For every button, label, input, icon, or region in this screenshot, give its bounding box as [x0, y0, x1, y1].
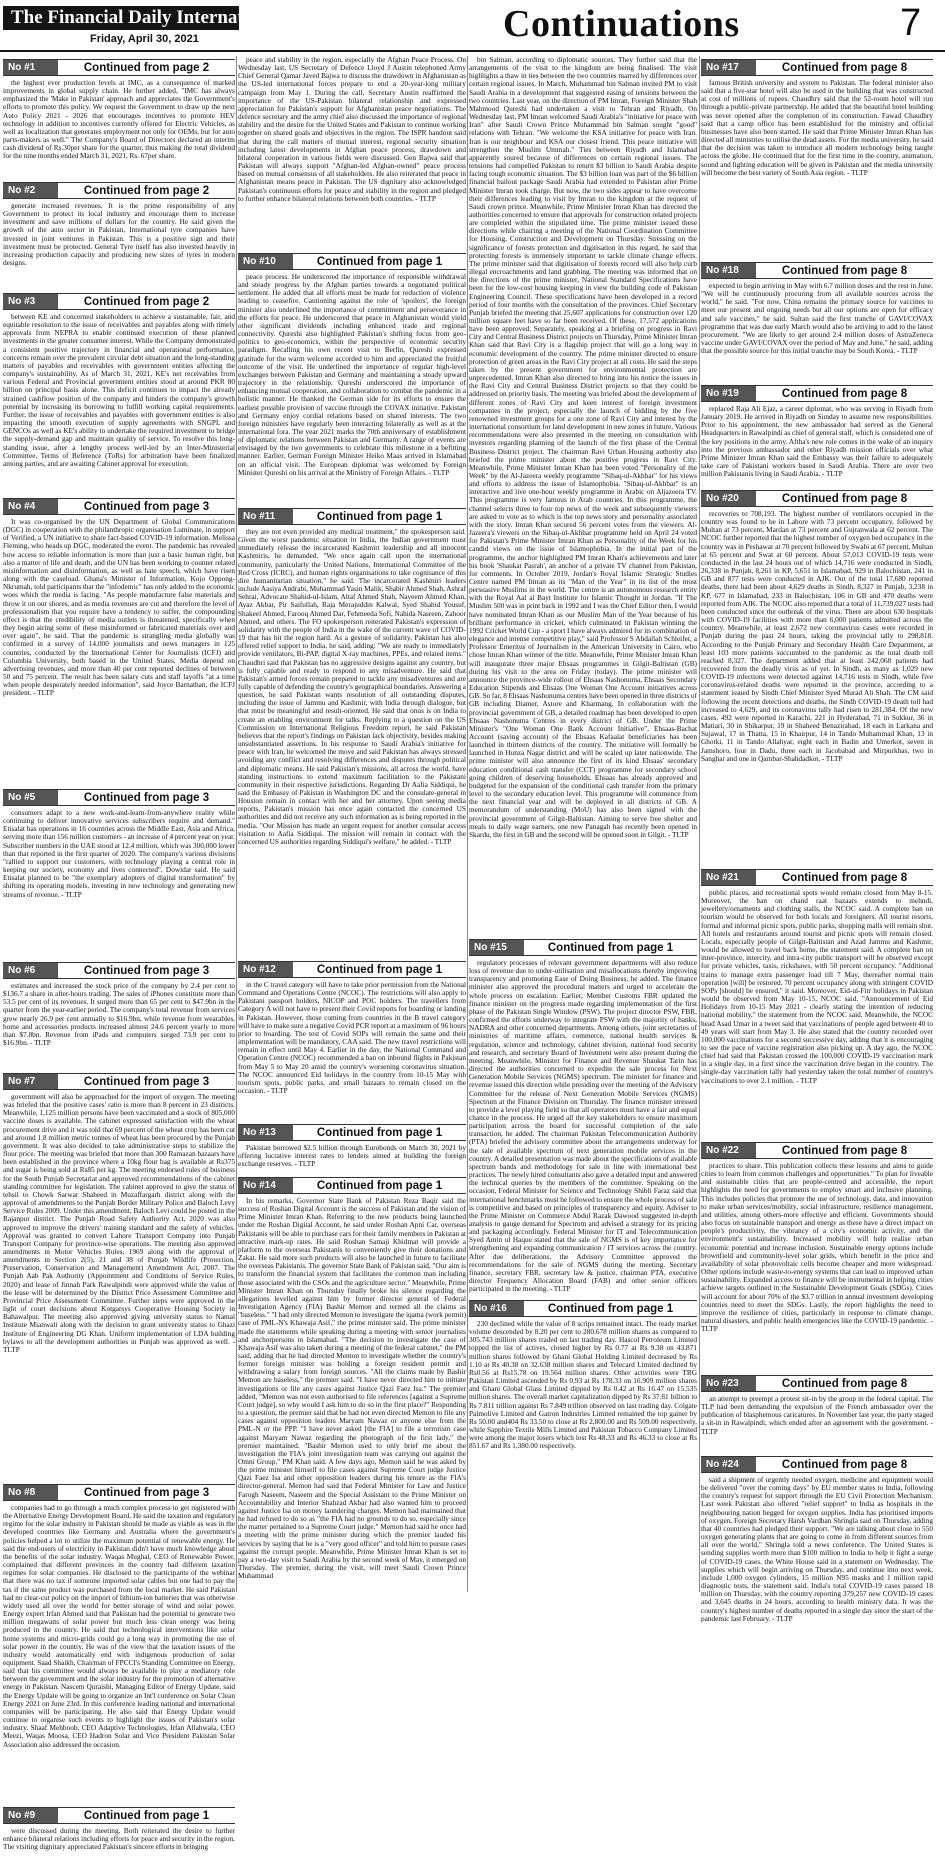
article-number: No #5: [3, 790, 58, 805]
article-body: famous British university and system to Pakistan. The federal minister also said that a five-star hotel will also be used in the building that was constructed at cost of millions of rupees. Chaudhry said that the 52-room hotel will run through a public-private partnership. He added that the beautiful hotel building was never opened after the completion of its construction. Fawad Chaudhry said that a camp office has been established for the ministry and official businesses have also been started. He said that Prime Minister Imran Khan has directed all ministries to utilise the dead assets. For the media university, he said that the decision was taken to introduce all modern technology being taught across the globe. He continued that for the first time in the country, animation, sound and lighting education will be given in Pakistan and the media university will become the best variety of South Asia region. - TLTP: [701, 78, 933, 177]
continued-from-label: Continued from page 1: [547, 1302, 674, 1315]
continued-from-label: Continued from page 3: [83, 500, 210, 513]
column-3: [469, 56, 697, 1592]
continuation-header: [3, 59, 235, 76]
continuation-header: [469, 939, 697, 956]
column-divider: [236, 56, 237, 1592]
continuation-header: [238, 508, 466, 525]
continuation-header: [3, 293, 235, 310]
continuation-header: [701, 385, 933, 402]
continued-from-label: Continued from page 2: [83, 184, 210, 197]
article-number: No #20: [701, 491, 756, 506]
article: [3, 1807, 235, 1867]
article-body: It was co-organised by the UN Department of Global Communications (DGC) in cooperation with the philanthropic organisation Luminate, in support of Verified, a UN initiative to share fact-based COVID-19 information. Melissa Fleming, who heads up DGC, moderated the event. The pandemic has revealed how access to reliable information is more than just a basic human right, but also a matter of life and death, and the UN has been working to counter related misinformation and disinformation, as well as hate speech, which have risen along with the caseload. Ghana's Minister of Information, Kojo Oppong-Nkrumah, told participants that the "infodemic" has only added to the economic woes which the media is facing. "As people manufacture false materials and throw it on our shores, and as media revenues are cut and therefore the level of professionalism that you require have a tendency to suffer, the compounding effect is that the credibility of media outlets is threatened, specifically when they begin airing some of these misinformed or fabricated materials over and over again", he said. That the pandemic is strangling media globally was confirmed in a survey of 14,000 journalists and news managers in 125 countries, conducted by the International Center for Journalists (ICFJ) and Columbia University, both based in the United States. Media depend on advertising revenues, and more than 40 per cent reported declines of between 50 and 75 percent. The result has been salary cuts and staff layoffs "at a time when people desperately needed information", said Joyce Barnathan, the ICFJ president. - TLTP: [3, 517, 235, 698]
article-body: said a shipment of urgently needed oxygen, medicine and equipment would be delivered "over the coming days" by EU member states to India, following the country's request for support through the EU Civil Protection Mechanism. Last week Pakistan also offered "relief support" to India as hospitals in the neighbouring nation begged for oxygen supplies. India has prioritised imports of oxygen, Foreign Secretary Harsh Vardhan Shringla said on Thursday, adding that 40 countries had pledged their support. "We are talking about close to 550 oxygen generating plants that are going to come in from different sources from all over the world," Shringla told a news conference. The United States is sending supplies worth more than $100 million to India to help it fight a surge of COVID-19 cases, the White House said in a statement on Wednesday. The supplies which will begin arriving on Thursday, and continue into next week, include 1,000 oxygen cylinders, 15 million N95 masks and 1 million rapid diagnostic tests, the statement said. India's total COVID-19 cases passed 18 million on Thursday, with the country reporting 379,257 new COVID-19 cases and 3,645 deaths in 24 hours, according to health ministry data. It was the country's highest number of deaths reported in a single day since the start of the pandemic last February. - TLTP: [701, 1475, 933, 1623]
continued-from-label: Continued from page 8: [781, 264, 908, 277]
masthead: [0, 0, 945, 54]
article-body: were discussed during the meeting. Both reiterated the desire to further enhance bilateral relations including efforts for peace and security in the region. The visiting dignitary appreciated Pakistan's sincere efforts in bringing: [3, 1826, 235, 1852]
article: [3, 962, 235, 1070]
column-4: [701, 56, 933, 1623]
article: [469, 56, 697, 936]
continuation-header: [701, 262, 933, 279]
continuation-header: [3, 789, 235, 806]
column-divider: [699, 56, 700, 1592]
article-number: No #17: [701, 60, 756, 75]
continued-from-label: Continued from page 8: [781, 492, 908, 505]
issue-date: Friday, April 30, 2021: [90, 33, 199, 45]
continuation-header: [701, 1456, 933, 1473]
continued-from-label: Continued from page 1: [316, 1126, 443, 1139]
continuation-header: [3, 498, 235, 515]
continued-from-label: Continued from page 8: [781, 61, 908, 74]
article: [701, 262, 933, 382]
article-number: No #9: [3, 1808, 58, 1823]
article-body: Pakistan borrowed $2.5 billion through Eurobonds on March 30, 2021 by offering lucrative interest rates to lenders aimed at building the foreign exchange reserves. - TLTP: [238, 1143, 466, 1169]
continued-from-label: Continued from page 8: [781, 1458, 908, 1471]
article: [238, 1177, 466, 1617]
article-body: peace and stability in the region, especially the Afghan Peace Process. On Wednesday last, US Secretary of Defence Lloyd J Austin telephoned Army Chief General Qamar Javed Bajwa to discuss the drawdown in Afghanistan as the US-led international forces prepare to end a 20-year-long military campaign from May 1. During the call, Secretary Austin reaffirmed the importance of the US-Pakistan bilateral relationship and expressed appreciation for Pakistan's support for Afghanistan peace negotiations. The defence secretary and the army chief also discussed the importance of regional stability and the desire for the United States and Pakistan to continue working together on shared goals and objectives in the region. The ISPR handout said that during the call matters of mutual interest, regional security situation including latest developments in Afghan peace process, drawdown and bilateral cooperation in various fields were discussed. Gen Bajwa said that Pakistan will always support "Afghan-led Afghan-owned" peace process based on mutual consensus of all stakeholders. He also reiterated that peace in Afghanistan means peace in Pakistan. The US dignitary also acknowledged Pakistan's continuous efforts for peace and stability in the region and pledged to further enhance bilateral relations between both countries. - TLTP: [238, 55, 466, 203]
continued-from-label: Continued from page 2: [83, 61, 210, 74]
article-number: No #11: [238, 509, 293, 524]
continuation-header: [701, 490, 933, 507]
continuation-header: [701, 1375, 933, 1392]
article-body: in the C travel category will have to take prior permission from the National Command and Operations Centre (NCOC). The restrictions will also apply to Pakistani passport holders, NICOP and POC holders. The travellers from Category A will not have to present their Covid reports for boarding or landing in Pakistan. However, those coming from countries in the B travel category will have to make sure a negative Covid PCR report at a maximum of 96 hours prior to boarding. The test of Covid SOPs will remain the same and their implementation will be mandatory, CAA said. The new travel restrictions will remain in effect until May 4. Earlier in the day, the National Command and Operation Centre (NCOC) recommended a ban on inbound flights in Pakistan from May 5 to May 20 amid the country's worsening coronavirus situation. The NCOC announced Eid holidays in the country from 10-15 May with tourism spots, public parks, and small bazaars to remain closed on the occasion. - TLTP: [238, 980, 466, 1096]
article-number: No #10: [238, 254, 293, 269]
article: [238, 508, 466, 958]
article: [3, 182, 235, 290]
continued-from-label: Continued from page 3: [83, 964, 210, 977]
continuation-header: [238, 253, 466, 270]
header-rule: [0, 50, 945, 52]
continued-from-label: Continued from page 1: [547, 941, 674, 954]
article-body: public places, and recreational spots would remain closed from May 8-15. Moreover, the ban on chand raat bazaars extends to mehndi, jewellery/ornaments and clothing stalls, the NCOC said. A complete ban on tourism would be observed for both locals and foreigners. All tourist resorts, formal and informal picnic spots, public parks, shopping malls will remain shut. All hotels and restaurants around tourist and picnic spots will remain closed. Locals, especially people of Gilgit-Baltistan and Azad Jammu and Kashmir, would be allowed to travel back home, the statement said. A complete ban on inter-province, intercity, and intra-city public transport will be observed except for private vehicles, taxis, rickshaws, with 50 percent occupancy. "Additional trains to manage extra passenger load till 7 May, thereafter normal train operation [will] be restored. 70 percent occupancy along with stringent COVID SOPs [should] be ensured," it said. Moreover, Eid-ul-Fitr holidays in Pakistan would be observed from May 10-15, NCOC said. "Announcement of Eid Holidays from 10-15 May 2021 - clearly stating the intention of reducing national mobility," the statement from the NCOC said. Meanwhile, the NCOC head Asad Umar in a tweet said that vaccinations of people aged between 40 to 49 years will start from May 3. He also stated that the country recorded over 100,000 vaccinations for a second successive day, adding that it is encouraging to see the pace of vaccine registration also picking up. A day ago, the NCOC chief had said that Pakistan crossed the 100,000 COVID-19 vaccination mark in a single day, in a first since the vaccination drive began in the country. The single-day vaccination tally had yesterday taken the total number of country's vaccinations to over 2.1 million. - TLTP: [701, 888, 933, 1085]
article-body: bin Salman, according to diplomatic sources. They further said that the arrangements of the visit to the kingdom are being finalised. The visit highlights a thaw in ties between the two countries marred by differences over certain regional issues. In March, Muhammad bin Salman invited PM to visit Saudi Arabia in a development that suggested easing of tensions between the two countries. Last year, on the direction of PM Imran, Foreign Minister Shah Mahmood Qureshi had undertaken a visit to Tehran and Riyadh. On Wednesday last, PM Imran welcomed Saudi Arabia's "initiative for peace with Iran" after Saudi Crown Prince Muhammad bin Salman sought "good" relations with Tehran. "We welcome the KSA initiative for peace with Iran. Iran is our neighbour and KSA our closest friend. This peace initiative will strengthen the Muslim Ummah." Ties between Riyadh and Islamabad apparently soured because of differences on certain regional issues. The tensions had compelled Pakistan to return $3 billion to Saudi Arabia despite facing tough economic situation. The $3 billion loan was part of the $6 billion financial bailout package Saudi Arabia had extended to Pakistan after Prime Minister Imran took charge. But now, the two sides appear to have overcome their differences leading to visit by Imran to the kingdom at the request of Saudi crown prince. Meanwhile, Prime Minister Imran Khan has directed the authorities concerned to ensure that approvals for construction related projects are completed within the stipulated time. The prime minister issued these directions while chairing a meeting of the National Coordination Committee for Housing, Construction and Development on Thursday. Stressing on the significance of forests protection and digitisation in this regard, he said that protecting forests is immensely important to tackle climate change effects. The prime minister said that digitisation of forests record will also help curb illegal encroachments and land grabbing. The meeting was informed that on the directions of the prime minister, National Standard Specifications have been for the low-cost housing keeping in view the building code of Pakistan Engineering Council. These specifications have been developed in a record period of four months with the consultation of the provinces. Chief Secretary Punjab briefed the meeting that 25,607 applications for construction over 120 million square feet have so far been received. Of these, 17,572 applications have been approved. Separately, speaking at a briefing on progress in Ravi City and Central Business District projects on Thursday, Prime Minister Imran Khan said that Ravi City is a flagship project that will go a long way in economic development of the country. The prime minister directed to ensure protection of green areas in the Ravi City project at all costs. He said the steps taken by the present government for environmental protection are unprecedented. Imran Khan also directed to bring into his notice the issues in the Ravi City and Central Business District projects so that they could be addressed on priority basis. The meeting was briefed about the development of different zones of Ravi City and keen interest of foreign investment companies in the project, especially the launch of bidding by the five renowned investment groups for a one zone of Ravi City and interest by the international consortium for land development in new zones in future. Various recommendations were also presented in the meeting on consultation with investors regarding planning of the launch of the first phase of the Central Business District project. The chairman Ravi Urban Housing authority also briefed the prime minister about the positive progress in Ravi City. Meanwhile, Prime Minister Imran Khan has been voted "Personality of the Week" by the Al-Jazeera weekly programme "Sibaq-ul-Akhbar" for his views and efforts to address the issue of Islamophobia. "Sibaq-ul-Akhbar" is an interactive and live one-hour weekly programme in Arabic on Aljazeera TV. This programme is very famous in Arab countries. In this programme, the channel selects three to four top news of the week and subsequently viewers are asked to vote as to which is the top news story and personality associated with the story. Imran Khan secured 56 percent votes from the viewers. Al-Jazeera's viewers on the Sibaq-ul-Akhbar programme held on April 24 voted for Pakistan's Prime Minister Imran Khan as Personality of the Week for his candid views on the issue of Islamophobia. In the initial part of the programme, the anchor highlighted PM Imran Khan's achievements and later his book 'Shaukat Pasrah', an anchor of a private TV channel from Pakistan, for comments. In October 2019, Jordan's Royal Islamic Strategic Studies Centre named PM Imran as its "Man of the Year" in its list of the most persuasive Muslims in the world. The centre is an autonomous research entity with the Royal Aal al Bayt Institute for Islamic Thought in Jordan. "If The Muslim 500 was in print back in 1992 and I was the Chief Editor then, I would have nominated Imran Khan as our Muslim Man of the Year because of his brilliant performance in cricket, which culminated in Pakistan winning the 1992 Cricket World Cup - a sport I have always admired for its combination of elegance and intense competitive play," said Professor S Abdallah Schleifer, a Professor Emeritus of Journalism in the American University in Cairo, who chose Imran Khan winner of the title. Meanwhile, Prime Minister Imran Khan will inaugurate three major Ehsaas programmes in Gilgit-Baltistan (GB) during his visit to the area on Friday (today). The prime minister will announce the province-wide rollout of Ehsaas Nashonuma, Ehsaas Secondary Education Stipends and Ehsaas One Woman One Account initiatives across GB. So far, 8 Ehsaas Nashonuma centres have been opened in three districts of GB including Diamer, Astore and Kharmang. In collaboration with the provincial government of GB, a detailed roadmap has been developed to open Ehsaas Nashonuma Centres in every district of GB. Under the Prime Minister's "One Woman One Bank Account Initiative", Ehsaas-Bachat Account (saving account) of the Ehsaas Kafaalat beneficiaries has been launched in thirteen districts of the country. The initiative will formally be launched in Hunza Nagar district and will be scaled up later nationwide. The prime minister will also announce the first of its kind Ehsaas' secondary education conditional cash transfer (CCT) programme for secondary school going children of deserving households. Ehsaas has already approved and budgeted for the expansion of the conditional cash transfer from the primary level to the secondary education level. This programme will commence from the next financial year and will be deployed in all districts of GB. A memorandum of understanding (MoU) has also been signed with the provincial government of Gilgit-Baltistan. Aiming to serve free shelter and meals to daily wage earners, one new Panagah has recently been opened in Skardu, the first in GB and the second will be opened soon in Gilgit. - TLTP: [469, 55, 697, 839]
article: [3, 59, 235, 179]
article-number: No #15: [469, 940, 524, 955]
article: [238, 56, 466, 250]
continuation-header: [3, 1807, 235, 1824]
article: [469, 939, 697, 1297]
continuation-header: [3, 962, 235, 979]
article-number: No #24: [701, 1457, 756, 1472]
article-body: between KE and concerned stakeholders to achieve a sustainable, fair, and equitable resolution to the issue of receivables and payables along with timely approvals from NEPRA to enable continued execution of these planned investments in the greater consumer interest. While the Company demonstrated a consistent positive trajectory in financial and operational performance, concerns remain over the prevalent circular debt situation and the long-standing matters of payables and receivables with government entities affecting the company's sustainability. As of March 31, 2021, KE's net receivables from various Federal and Provincial government entities stood at around PKR 80 billion on principal basis alone. This deficit continues to impact the already strained cashflow position of the company and hinders the company's growth potential by increasing its borrowing to fulfill working capital requirements. Further, the issue of receivables and payables with government entities is also impacting the smooth execution of supply agreements with SNGPL and GENCOs as well as KE's ability to undertake the required investment to bridge the supply-demand gap and maintain quality of service. To resolve this long-standing issue, after a lengthy process well-led by an Inter-Ministerial Committee, Terms of Reference (ToRs) for arbitration have been finalized among parties, and are awaiting Cabinet approval for execution.: [3, 312, 235, 468]
continuation-header: [238, 961, 466, 978]
article-body: 230 declined while the value of 8 scrips remained intact. The ready market volume descended by 8.20 per cent to 280.678 million shares as compared to 305.743 million shares traded on last trading day. Hascol Petroleum Limited topped the list of actives, closed higher by Rs 0.77 at Rs 9.38 on 43.871 million shares followed by Ghani Global Holding Limited decreased by Rs 1.10 at Rs 40.38 on 32.638 million shares and Telecard Limited declined by Rs0.56 at Rs15.78 on 19.564 million shares. Other activities were TRG Pakistan Limited ascended by Rs 0.93 at Rs 178.33 on 16.909 million shares and Ghani Global Glass Limited dipped by Rs 0.42 at Rs 16.47 on 15.535 million shares. The overall market capitalization dipped by Rs 37.81 billion to Rs 7.811 trillion against Rs 7.849 trillion observed on last trading day. Colgate Palmolive Limited and Gatron Industries Limited remained the top gainer by Rs 50.00 and404 Rs 33.50 to close at Rs 2,800.00 and Rs 509.00 respectively, while Sapphire Textile Mills Limited and Pakistan Tobacco Company Limited were among the major losers which lost Rs 48.33 and Rs 46.33 to close at Rs 851.67 and Rs 1,380.00 respectively.: [469, 1319, 697, 1451]
article: [701, 490, 933, 866]
continued-from-label: Continued from page 1: [316, 1179, 443, 1192]
article-body: the highest ever production levels at IMC, as a consequence of marked improvements in global supply chain. He further added, "IMC has always emphasized the 'Make in Pakistan' approach and appreciates the Government's efforts to promote this policy. We request the Government to draw up the next Auto Policy 2021 - 2026 that encourages incentives to promote HEV technology in addition to incentives currently offered for Electric Vehicles, as well as localization that generates employment not only for OEMs, but for auto parts-makers as well." The Company's Board of Directors declared an interim cash dividend of Rs.30per share for the quarter, thus making the total dividend for the nine months ended March 31, 2021, Rs. 67per share.: [3, 78, 235, 161]
continuation-header: [3, 1073, 235, 1090]
article: [701, 869, 933, 1139]
article: [701, 1142, 933, 1372]
article-body: expected to begin arriving in May with 6.7 million doses and the rest in June. "We will be continuously procuring from all available sources across the world," he said. "For now, China remains the primary source for vaccines to meet our present and ongoing needs but all our options are open for efficacy and safe vaccines," he said. Sultan said the first tranche of GAVI/COVAX programme that was due early March would also be arriving to add to the latest procurement. "We are likely to get around 2.4 million doses of AstraZeneca vaccine under GAVI/COVAX over the period of May and June," he said, adding that the possible source for this initial tranche may be South Korea. - TLTP: [701, 281, 933, 356]
continuation-header: [238, 1124, 466, 1141]
article: [238, 1124, 466, 1174]
continuation-header: [701, 869, 933, 886]
continued-from-label: Continued from page 1: [316, 255, 443, 268]
article-number: No #13: [238, 1125, 293, 1140]
article-body: regulatory processes of relevant government departments will also reduce loss of revenue due to under-utilisation and misallocations thereby improving transparency and promoting Ease of Doing Business, he added. The finance minister also approved the procedural matters and urged to accelerate the whole process on escalation. Earlier, Member Customs FBR updated the finance minister on the progress made regarding implementation of the first phase of the Pakistan Single Window (PSW). The project director PSW, FBR, confirmed the efforts underway to integrate PSW with the majority of banks, NADRA and other concerned departments. Among others, joint secretaries of ministries of maritime affairs, commerce, national health services & regulation, science and technology, cabinet division, national food security and research, and secretary Board of Investment were also present during the meeting. Meanwhile, Minister for Finance and Revenue Shaukat Tarin has directed the authorities concerned to expedite the sale process for Next Generation Mobile Services (NGMS) spectrum. The minister for finance and revenue issued this direction while presiding over the meeting of the Advisory Committee for the release of Next Generation Mobile Services (NGMS) Spectrum at the Finance Division on Thursday. The finance minister stressed to provide a level playing field so that all operators must have a fair and equal chance in the process. He urged all the key stakeholders to ensure maximum participation across the board for successful completion of the sale transaction, he added. The chairman Pakistan Telecommunication Authority (PTA) briefed the advisory committee about the arrangements underway for the sale of available spectrum of next generation mobile services in the country. A detailed presentation was made about the specifications of available spectrum bands and methodology for sale in line with international best practices. The newly hired consultants also gave a detailed input and answered the technical queries by the members of the committee. Speaking on the occasion, Federal Minister for Science and Technology Shibli Faraz said that international benchmarks must be followed to ensure the whole process of sale is competitive and based on principles of transparency and equity. Adviser to the Prime Minister on Commerce Abdul Razak Dawood suggested in-depth analysis to gauge demand for Spectrum and advised a strategy for its pricing and packaging accordingly. Federal Minister for IT and Telecommunication Syed Amin ul Haque stated that the sale of NGMS is of key importance for strengthening and expanding communication / IT services across the country. After due deliberations, the Advisory Committee approved the recommendations for the sale of NGMS during the meeting. Secretary finance, secretary FBR, secretary law & justice, chairman PTA, executive director Frequency Allocation Board (FAB) and other senior officers participated in the meeting. - TLTP: [469, 958, 697, 1294]
column-2: [238, 56, 466, 1592]
article: [701, 59, 933, 259]
continued-from-label: Continued from page 8: [781, 1377, 908, 1390]
article-number: No #6: [3, 963, 58, 978]
article-body: In his remarks, Governor State Bank of Pakistan Reza Baqir said the success of Roshan Digital Account is the success of Pakistan and the vision of Prime Minister Imran Khan. Referring to the new products being launched under the Roshan Digital Account, he said under Roshan Apni Car, overseas Pakistanis will be able to purchase cars for their family members in Pakistan at attractive mark-up rates. He said Roshan Samaji Khidmat will provide a platform to the overseas Pakistanis to conveniently give their donations and Zakat. He said more such products will also be launched in future to facilitate the overseas Pakistanis. The governor State Bank of Pakistan said, "Our aim is to transform the financial system that facilitates the common man including those associated with the CSOs and the agriculture sector." Meanwhile, Prime Minister Imran Khan on Thursday finally broke his silence regarding the allegations levelled against him by former director general of Federal Investigation Agency (FIA) Bashir Memon and termed all the claims as "baseless." "I had only directed Memon to investigate the iqama (work permit) case of PML-N's Khawaja Asif," the prime minister said. The prime minister made the statements while speaking during a meeting with senior journalists and anchorpersons in Islamabad. "The decision to investigate the case of Khawaja Asif was also taken during a meeting of the federal cabinet," the PM said, adding that he had directed Memon to investigate whether the country's former foreign minister was holding a foreign resident permit and withdrawing a salary from foreign sources. "All the claims made by Bashir Memon are baseless," the premier said. "I have never directed him to initiate investigations or file any cases against Justice Qazi Faez Isa." The premier added, "Memon was not even authorised to file references [against a Supreme Court judge], so why would I ask him to do so in the first place?" Responding to a question, the premier said that he had not even directed Memon to file any cases against opposition leaders Maryam Nawaz or anyone else from the PML-N or the PPP. "I have never asked [the FIA] to file a terrorism case against Maryam Nawaz regarding the photograph of the first lady," the premier maintained. "Bashir Memon used to only brief me about the investigation the FIA's joint investigation team was carrying out against the Omni Group," PM Khan said. A few days ago, Memon said he was asked by the prime minister himself to file cases against Supreme Court judge Justice Qazi Faez Isa and other opposition leaders during his tenure as the FIA's director-general. Memon had said that Federal Minister for Law and Justice Farogh Naseem, Naseem and the Special Assistant to the Prime Minister on Accountability and Interior Shahzad Akbar had also wanted him to proceed against Justice Isa on money laundering charges. Memon had maintained that he had refused to do so as "the FIA had no grounds to do so, especially since the matter pertained to a Supreme Court judge." Memon had said he once had a meeting with the prime minister during which the premier lauded his services by saying that he is a "very good officer" and told him to pursue cases against the corrupt people. Meanwhile, Prime Minister Imran Khan is set to pay a two-day visit to Saudi Arabia by the second week of May, it emerged on Thursday. The premier, during the visit, will meet Saudi Crown Prince Muhammad: [238, 1196, 466, 1581]
continued-from-label: Continued from page 8: [781, 1144, 908, 1157]
article-body: companies had to go through a much complex process to get registered with the Alternative Energy Development Board. He said the taxation and regulatory regime for the solar industry in Pakistan should be made as viable as was in the developed countries like Germany and Australia where the government's policies helped a lot to utilize the maximum potential of renewable energy. He said the end-users of electricity in Pakistan didn't have much knowledge about the benefits of the solar industry. Waqas Mughal, CEO of Renewable Power, complained that different provinces in the country had different taxation regimes for solar companies. He disclosed to the participants of the webinar that there was no tax if someone imported solar cables but one had to pay the tax if the same product was purchased from the local market. He said Pakistan had no clear-cut policy on the import of lithium-ion batteries that was otherwise widely used all over the world for better storage of wind and solar power. Energy expert Irfan Ahmed said that Pakistan had the potential to generate two million megawatts of solar power but much less clean energy was being produced in the country. He said that technological interventions like solar home systems and micro-grids could go a long way in promoting the use of solar power in the country. He was of the view that the taxation issues of the industry would automatically end with indigenous production of solar equipment. Saad Shaikh, Chairman of FPCCI's Standing Committee on Energy, said that his committee would always be available to play a mediatory role between the government and the solar industry for the promotion of alternative energy in Pakistan. Nascem Quraishi, Managing Editor of Energy Update, said the Energy Update will be going to organize an Int'l conference on Solar Clean Energy 2021 on June 23rd. In this conference leading national and international companies will be participating. He also said that Energy Update would continue to organise such events to highlight the issues of Pakistan's solar industry. Shaaf Mehboob, CEO Adaptive Technologies, Irfan Allahwala, CEO Meezi, Waqas Moosa, CEO Hadron Solar and Vice President Pakistan Solar Association also addressed the occasion.: [3, 1503, 235, 1749]
article-body: an attempt to preempt a protest sit-in by the group in the federal capital. The TLP had been demanding the expulsion of the French ambassador over the publication of blasphemous caricatures. In November last year, the party staged a sit-in in Rawalpindi, which ended after an agreement with the government. - TLTP: [701, 1394, 933, 1436]
article-number: No #19: [701, 386, 756, 401]
column-1: [3, 56, 235, 1852]
article: [3, 789, 235, 959]
article-body: peace process. He underscored the importance of responsible withdrawal and steady progress by the Afghan parties towards a negotiated political settlement. He added that all efforts must be made for reduction of violence leading to ceasefire. Cautioning against the role of 'spoilers', the foreign minister also underlined the importance of commitment and perseverance in the efforts for peace. He underscored that peace in Afghanistan would yield other significant dividends including enhanced trade and regional connectivity. Qureshi also highlighted Pakistan's shifting focus from geo-politics to geo-economics, within the perspective of economic security paradigm. Recalling his own recent visit to Berlin, Qureshi expressed gratitude for the warm welcome accorded to him and appreciated the fruitful outcome of the visit. He underlined the importance of regular high-level exchanges between Pakistan and Germany and maintaining a steady upward trajectory in the relationship. Qureshi underscored the importance of enhancing mutual cooperation, and collaboration to combat the pandemic in a holistic manner. He thanked the German side for its efforts to ensure the earliest possible provision of vaccine through the COVAX initiative. Pakistan and Germany enjoy cordial relations based on shared interests. The two foreign ministers have regularly been interacting bilaterally as well as at the international fora. The year 2021 marks the 70th anniversary of establishment of diplomatic relations between Pakistan and Germany. A range of events are envisaged by the two governments to celebrate this milestone in a befitting manner. Earlier, German Foreign Minister Heiko Maas arrived in Islamabad on an official visit. The European diplomat was welcomed by Foreign Minister Qureshi on his arrival at the Ministry of Foreign Affairs. - TLTP: [238, 272, 466, 477]
continued-from-label: Continued from page 1: [83, 1809, 210, 1822]
article: [701, 1375, 933, 1453]
continued-from-label: Continued from page 8: [781, 387, 908, 400]
article-number: No #16: [469, 1301, 524, 1316]
article: [469, 1300, 697, 1470]
continuation-header: [3, 1484, 235, 1501]
page-number: 7: [900, 2, 922, 44]
article-number: No #1: [3, 60, 58, 75]
column-divider: [467, 56, 468, 1592]
continuation-header: [701, 59, 933, 76]
article-body: consumers adapt to a new work-and-learn-from-anywhere reality while continuing to deliver innovative services subscribers require and demand." Etisalat has operations in 16 countries across the Middle East, Asia and Africa, serving more than 156 million customers - an increase of 4 percent year on year. Subscriber numbers in the UAE stood at 12.4 million, which was 300,000 lower than that reported in the first quarter of 2020. The company's various divisions "rallied to support our customers, with technology playing a central role in keeping our society, economy and lives connected", Dowidar said. He said Etisalat planned to be "the exemplary adopters of digital transformation" by shifting its operating models, investing in new technology and generating new streams of revenue. - TLTP: [3, 808, 235, 899]
continued-from-label: Continued from page 1: [316, 963, 443, 976]
article-number: No #4: [3, 499, 58, 514]
article: [3, 1484, 235, 1804]
article-body: replaced Raja Ali Ejaz, a career diplomat, who was serving in Riyadh from January 2019. He arrived in Riyadh on Sunday to assume new responsibilities. Prior to his appointment, the new ambassador had served as the General Headquarters in Rawalpindi as chief of general staff, which is considered one of the key positions in the army. Aftha's new role comes in the wake of an inquiry into the previous ambassador and other Riyadh mission officials over what Prime Minister Imran Khan said the Embassy was their failure to adequately take care of Pakistani workers based in Saudi Arabia. There are over two million Pakistanis living in Saudi Arabia. - TLTP: [701, 404, 933, 479]
article-number: No #3: [3, 294, 58, 309]
article-number: No #21: [701, 870, 756, 885]
article-number: No #8: [3, 1485, 58, 1500]
article-number: No #2: [3, 183, 58, 198]
continued-from-label: Continued from page 3: [83, 1486, 210, 1499]
article: [3, 498, 235, 786]
article-body: they are not even provided any medical treatment," the spokesperson said. Given the worst pandemic situation in India, the Indian government must immediately release the incarcerated Kashmiri leadership and all innocent Kashmiris, he demanded. "We once again call upon the international community, particularly the United Nations, International Committee of the Red Cross (ICRC), and human rights organisations to take cognisance of this dire humanitarian situation," he said. The incarcerated Kashmiri leaders include Aasiya Andrabi, Muhammad Yasin Malik, Shabir Ahmed Shah, Ashraf Sehrai, Advocate Shahid-ul-Islam, Altaf Ahmed Shah, Nayeem Ahmed Khan, Ayaz Akbar, Pir Saifullah, Raja Merajuddin Kalwal, Syed Shahid Yousuf, Shakeel Ahmed, Farooq Ahmed Dar, Fehmeeda Sofi, Nahida Nasreen, Zahoor Ahmed, and others. The FO spokesperson reiterated Pakistan's expression of solidarity with the people of India in the wake of the current wave of COVID-19 that has hit the region hard. As a gesture of solidarity, Pakistan has also offered relief support to India, he said, adding: "We are ready to immediately provide ventilators, Bi-PAP, digital X-ray machines, PPEs, and related items." Chaudhri said that Pakistan has no aggressive designs against any country, but is fully capable and ready to respond to any misadventure. He said that Pakistan's armed forces remain prepared to tackle any misadventures and are fully capable of defending the country's geographical boundaries. Answering a question, he said Pakistan wants resolution of all outstanding disputes, including the issue of Jammu and Kashmir, with India through dialogue, but that must be meaningful and result-oriented. He said that onus is on India to create an enabling environment for talks. Replying to a question on the US Commission on International Religious Freedom report, he said Pakistan believes that the report's findings on Pakistan lack objectivity, besides making unsubstantiated assertions. In his response to Saudi Arabia's initiative for peace with Iran, he welcomed the move and said Pakistan has always stressed avoiding any conflict and resolving differences and disputes through political and diplomatic means. He said Pakistan's missions, all across the world, have standing instructions to extend maximum facilitation to the Pakistani community in their respective jurisdictions. Regarding Dr Aafia Siddiqui, he said the Embassy of Pakistan in Washington DC and the consulate-general in Houston remain in contact with her and her attorney. Upon seeing media reports, Pakistan's mission has once again contacted the concerned US authorities and did not receive any such information as is being reported in the media. "Our Mission has made an urgent request for another consular access visitation to Aafia Siddiqui. The mission will remain in contact with the concerned US authorities regarding Siddiqui's welfare," he added. - TLTP: [238, 527, 466, 846]
article-body: recoveries to 708,193. The highest number of ventilators occupied in the country was found to be in Lahore with 73 percent occupancy, followed by Multan at 73 percent, Mardan at 73 percent and Gujranwala at 62 percent. The NCOC further reported that the highest number of oxygen bed occupancy in the country was in Peshawar at 70 percent followed by Swabi at 67 percent, Multan at 65 percent and Swat at 60 percent. About 57,013 COVID-19 tests were conducted in the last 24 hours out of which 14,716 were conducted in Sindh, 26,338 in Punjab, 8,261 in KP, 5,651 in Islamabad, 929 in Balochistan, 241 in GB and 877 tests were conducted in AJK. Out of the total 17,680 reported deaths, there had been about 4,629 deaths in Sindh, 8,327 in Punjab, 3,238 in KP, 677 in Islamabad, 233 in Balochistan, 106 in GB and 470 deaths were reported from AJK. The NCOC also reported that a total of 11,739,027 tests had been conducted since the outbreak of the virus. There are about 630 hospitals with COVID-19 facilities with more than 6,000 patients admitted across the country. Meanwhile, at least 2,672 new coronavirus cases were recorded in Punjab during the past 24 hours, taking the provincial tally to 298,818. According to the Punjab Primary and Secondary Health Care Department, at least 103 more patients succumbed to the pandemic as the total death toll reached 8,327. The department added that at least 242,068 patients had recovered from the deadly virus as of yet. In Sindh, as many as 1,029 new COVID-19 infections were detected against 14,716 tests in Sindh, while five coronavirus-related deaths were reported in the province, according to a statement issued by Sindh Chief Minister Syed Murad Ali Shah. The CM said following the recent detections and deaths, the Sindh COVID-19 death toll had increased to 4,629, and its coronavirus tally had risen to 281,384. Of the new cases, 492 were reported in Karachi, 221 in Hyderabad, 71 in Sukkur, 36 in Matiari, 30 in Shikarpur, 19 in Shaheed Benazirabad, 18 each in Larkana and Sujawal, 17 in Thatta, 15 in Khairpur, 14 in Tando Muhammad Khan, 13 in Ghotki, 11 in Tando Allahyar, eight each in Badin and Umerkot, seven in Jamshoro, four in Dadu, three each in Jacobabad and Mirpurkhas, two in Sanghar and one in Qambar-Shahdadkot. - TLTP: [701, 509, 933, 763]
continuation-header: [3, 182, 235, 199]
continued-from-label: Continued from page 2: [83, 295, 210, 308]
section-title: Continuations: [503, 3, 740, 45]
continuation-header: [469, 1300, 697, 1317]
article-number: No #22: [701, 1143, 756, 1158]
article: [3, 1073, 235, 1481]
article-number: No #23: [701, 1376, 756, 1391]
article-number: No #7: [3, 1074, 58, 1089]
article-number: No #18: [701, 263, 756, 278]
article-body: government will also be approached for the import of oxygen. The meeting was briefed that the positive cases' ratio is more than 8 percent in 23 districts. Meanwhile, 1,125 million persons have been vaccinated and a stock of 805,000 vaccine doses is available. The cabinet expressed satisfaction with the wheat procurement drive and it was told that 69 percent of the wheat crop has been cut and around 1.8 million metric tonnes of wheat has been procured by the Punjab government. It was also decided to take administrative steps to stabilize the flour price. The meeting was briefed that more than 300 Ramazan bazaars have been established in the province where a 10kg flour bag is available at Rs375 and sugar is being sold at Rs85 per kg. The meeting endorsed rules of business for the South Punjab Secretariat and approved recommendations of the cabinet standing committee for legislation. The cabinet approved to give the status of tehsil to Chowk Sarwar Shaheed in Muzaffargarh district along with the approval of amendments to the Punjab Border Military Police and Baloch Levy Service Rules 2009. Under this amendment, Baloch Levi could be posted in the Rajanpur district. The Punjab Road Safety Authority Act, 2020 was also approved to improve the drivers' training standard and the safety of vehicles. Approval was granted to convert Lahore Transport Company into Punjab Transport Company for province-wise operations. The meeting also approved amendments in Motor Vehicles Rules, 1969 along with the approval of amendments in Section 2(5), 21 and 38 of Punjab Wildlife (Protection, Preservation, Conservation and Management) Amendment Act, 2007. The Punjab Aab Pak Authority (Appointment and Conditions of Service Rules, 2020) and lease of Jinnah Park Rawalpindi were approved while the value of the lease will be determined by the District Price Assessment Committee and Provincial Price Assessment Committee. Further steps were approved in the light of court decisions about Kotgarsys Cooperative Housing Society in Bahawalpur. The meeting also approved giving university status to Namal Institute Mianwali along with the decision to grant university status to Ghazi Institute of Engineering DG Khan. Uniform implementation of LDA building bylaws to all the development authorities in Punjab was approved as well. - TLTP: [3, 1092, 235, 1354]
continuation-header: [701, 1142, 933, 1159]
article: [3, 293, 235, 495]
continued-from-label: Continued from page 3: [83, 791, 210, 804]
article-number: No #14: [238, 1178, 293, 1193]
continued-from-label: Continued from page 1: [316, 510, 443, 523]
continued-from-label: Continued from page 3: [83, 1075, 210, 1088]
article: [701, 1456, 933, 1686]
article: [238, 961, 466, 1121]
article: [238, 253, 466, 505]
continuation-header: [238, 1177, 466, 1194]
newspaper-title: The Financial Daily International: [3, 6, 239, 30]
article-body: practices to share. This publication collects these lessons and aims to guide cities to learn from common challenges and opportunities." To plan for liveable and sustainable cities that are people-centred and accessible, the report highlights the need for governments to employ smart and inclusive planning. This includes policies that promote the use of technology, data, and innovation to make urban services/mobility, social infrastructure, resilience management, and utilities, among others-more effective and efficient. Governments should also focus on sustainable transport and energy as these have a direct impact on people's productivity, the vibrancy of a city's economic activity, and the environment's sustainability. Increased mobility will help realise urban economic potential and increase inclusion. Sustainable energy options include brownfield and community-level solar grids, which benefit in the price and availability of solar photovoltaic cells become cheaper and more widespread. Other options include waste-to-energy systems that can lead to improved urban sustainability. Expanded access to finance will be instrumental in helping cities achieve targets outlined in the Sustainable Development Goals (SDGs). Cities will account for about 70% of the $3.7 trillion in annual investment developing countries need to meet the SDGs. Lastly, the report highlights the need to improve the resilience of cities, particularly in response to climate change, natural disasters, and public health emergencies like the COVID-19 pandemic. - TLTP: [701, 1161, 933, 1334]
article-number: No #12: [238, 962, 293, 977]
article-body: estimates and increased the stock price of the company by 2.4 per cent to $136.7 a share in after-hours trading. The sales of iPhones constitute more than 53.5 per cent of its revenues. It surged more than 65 per cent to $47.9bn in the quarter from the year-earlier period. The company's total revenue from services grew nearly 26.9 per cent annually to $16.9bn, while revenue from wearables, home and accessories products increased almost 24.6 percent yearly to more than $7.8bn. Revenue from iPads and computers surged 73.9 per cent to $16.9bn. - TLTP: [3, 981, 235, 1048]
article-body: generate increased revenues. It is the prime responsibility of any Government to protect its local industry and encourage them to increase investment and save millions of dollars for the country. He said given the growth of the auto sector in Pakistan, International tyre companies have invested in joint ventures in Pakistan. This is a positive sign and their investment must be protected. General Tyre itself has also invested heavily in increasing production capacity and producing new sizes of tyres in modern designs.: [3, 201, 235, 268]
continued-from-label: Continued from page 8: [781, 871, 908, 884]
article: [701, 385, 933, 487]
